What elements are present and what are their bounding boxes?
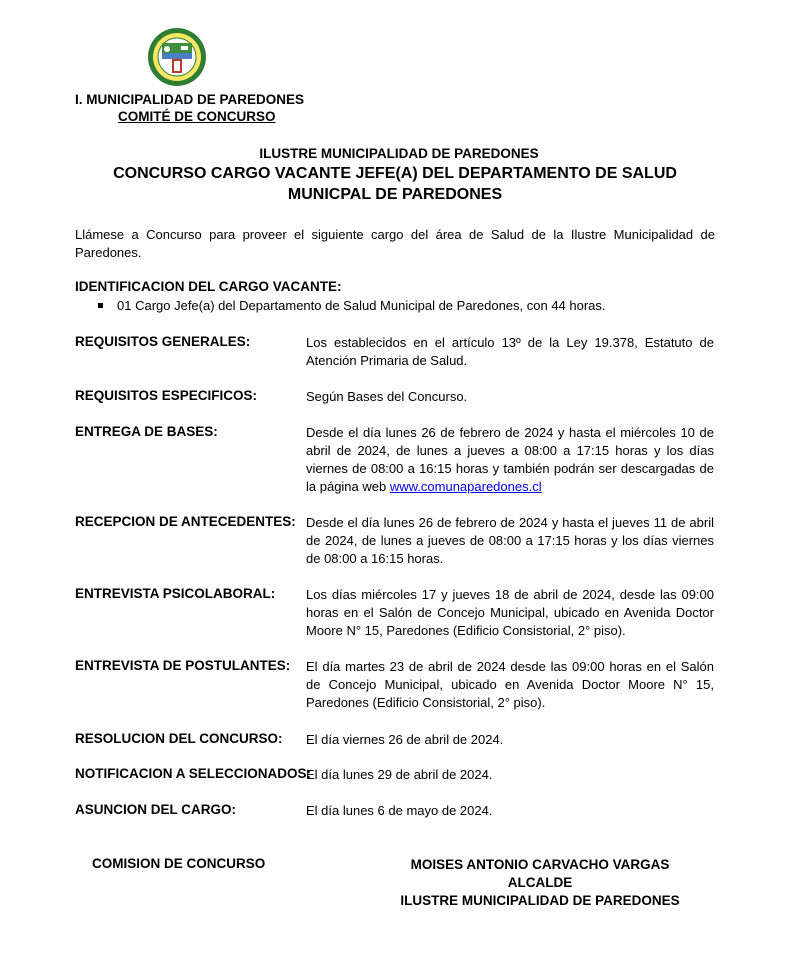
section-text: El día lunes 29 de abril de 2024. [306, 767, 493, 782]
section-text: Desde el día lunes 26 de febrero de 2024 y hasta el jueves 11 de abril de 2024, de lunes a jueves de 08:00 a 17:15 horas y los días viernes de 08:00 a 16:15 horas. [306, 515, 714, 566]
section-text: Los establecidos en el artículo 13º de la Ley 19.378, Estatuto de Atención Primaria de Salud. [306, 335, 714, 368]
section-label: RESOLUCION DEL CONCURSO: [75, 731, 283, 746]
section-label: NOTIFICACION A SELECCIONADOS: [75, 766, 311, 781]
section-text: Según Bases del Concurso. [306, 389, 468, 404]
section-text: El día lunes 6 de mayo de 2024. [306, 803, 493, 818]
signature-commission: COMISION DE CONCURSO [92, 856, 266, 871]
section-label: REQUISITOS ESPECIFICOS: [75, 388, 258, 403]
website-link[interactable]: www.comunaparedones.cl [389, 479, 542, 494]
municipal-seal-logo [147, 27, 207, 87]
intro-paragraph: Llámese a Concurso para proveer el siguiente cargo del área de Salud de la Ilustre Municipalidad de Paredones. [75, 227, 715, 260]
document-title: CONCURSO CARGO VACANTE JEFE(A) DEL DEPARTAMENTO DE SALUD MUNICPAL DE PAREDONES [113, 165, 677, 203]
document-subtitle: ILUSTRE MUNICIPALIDAD DE PAREDONES [259, 146, 539, 161]
identification-item [98, 298, 606, 313]
section-label: RECEPCION DE ANTECEDENTES: [75, 514, 296, 529]
bullet-icon [98, 303, 103, 308]
section-text: El día martes 23 de abril de 2024 desde las 09:00 horas en el Salón de Concejo Municipal, ubicado en Avenida Doctor Moore N° 15, Paredones (Edificio Consistorial, 2° piso). [306, 659, 714, 710]
identification-heading: IDENTIFICACION DEL CARGO VACANTE: [75, 279, 342, 294]
mayor-title: ALCALDE [507, 875, 573, 890]
institution-header: I. MUNICIPALIDAD DE PAREDONES [75, 92, 305, 107]
section-label: ENTREGA DE BASES: [75, 424, 218, 439]
section-text: Los días miércoles 17 y jueves 18 de abril de 2024, desde las 09:00 horas en el Salón de Concejo Municipal, ubicado en Avenida Doctor Moore N° 15, Paredones (Edificio Consistorial, 2° piso). [306, 587, 714, 638]
mayor-name: MOISES ANTONIO CARVACHO VARGAS [410, 857, 670, 872]
section-label: REQUISITOS GENERALES: [75, 334, 251, 349]
section-label: ENTREVISTA PSICOLABORAL: [75, 586, 276, 601]
entrega-bases-text: Desde el día lunes 26 de febrero de 2024 y hasta el miércoles 10 de abril de 2024, de lunes a jueves a 08:00 a 17:15 horas y los días viernes de 08:00 a 16:15 horas y también podrán ser descargadas de la página web [306, 425, 714, 494]
mayor-organization: ILUSTRE MUNICIPALIDAD DE PAREDONES [400, 893, 680, 908]
signature-mayor [395, 856, 685, 910]
identification-item-text: 01 Cargo Jefe(a) del Departamento de Salud Municipal de Paredones, con 44 horas. [117, 298, 606, 313]
section-label: ASUNCION DEL CARGO: [75, 802, 237, 817]
section-label: ENTREVISTA DE POSTULANTES: [75, 658, 291, 673]
committee-header: COMITÉ DE CONCURSO [118, 109, 276, 124]
section-text [306, 424, 714, 496]
section-text: El día viernes 26 de abril de 2024. [306, 732, 504, 747]
